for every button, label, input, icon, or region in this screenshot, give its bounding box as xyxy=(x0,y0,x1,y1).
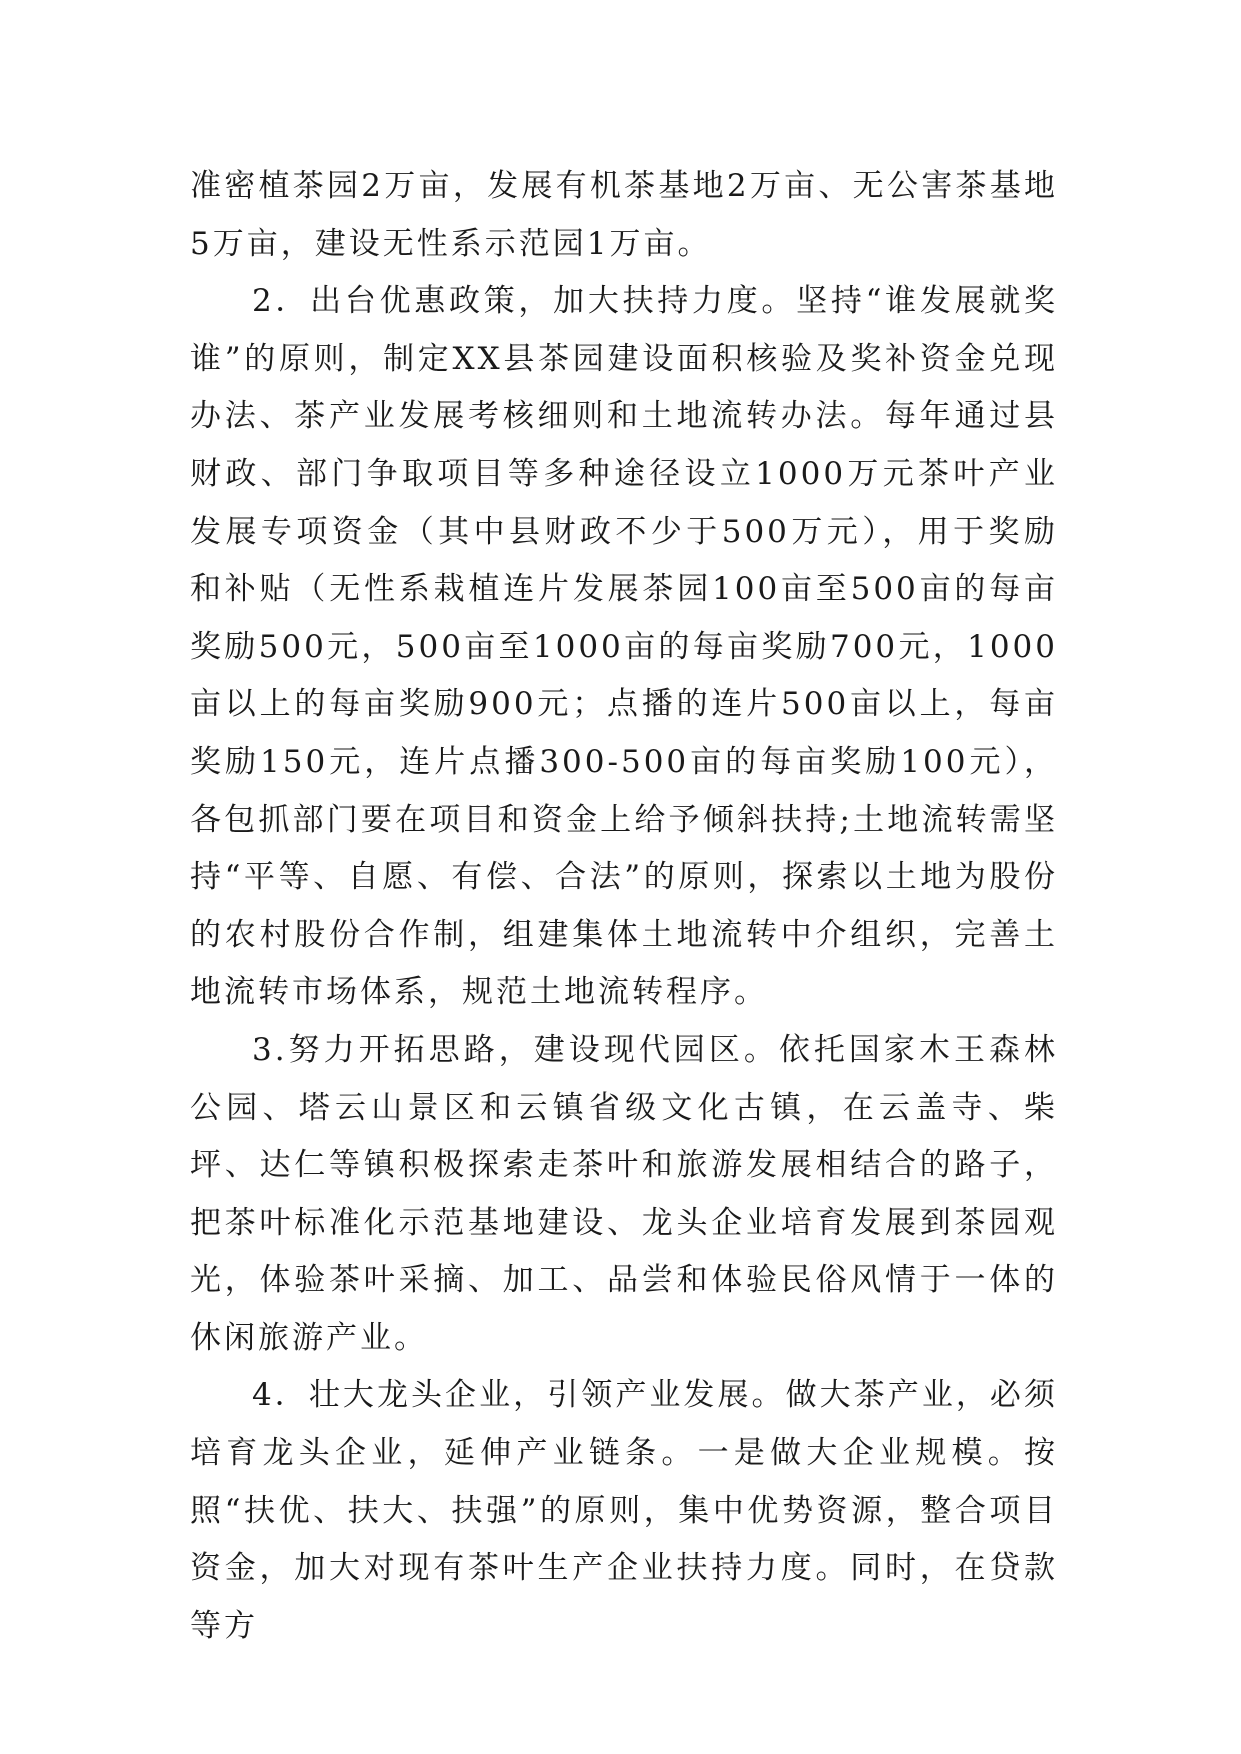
paragraph-modern-park: 3.努力开拓思路，建设现代园区。依托国家木王森林公园、塔云山景区和云镇省级文化古镇，在云盖寺、柴坪、达仁等镇积极探索走茶叶和旅游发展相结合的路子，把茶叶标准化示范基地建设、龙头企业培育发展到茶园观光，体验茶叶采摘、加工、品尝和体验民俗风情于一体的休闲旅游产业。 xyxy=(190,1031,1058,1356)
paragraph-leading-enterprise: 4．壮大龙头企业，引领产业发展。做大茶产业，必须培育龙头企业，延伸产业链条。一是做大企业规模。按照“扶优、扶大、扶强”的原则，集中优势资源，整合项目资金，加大对现有茶叶生产企业扶持力度。同时，在贷款等方 xyxy=(190,1377,1058,1644)
paragraph-policy-support: 2．出台优惠政策，加大扶持力度。坚持“谁发展就奖谁”的原则，制定XX县茶园建设面积核验及奖补资金兑现办法、茶产业发展考核细则和土地流转办法。每年通过县财政、部门争取项目等多种途径设立1000万元茶叶产业发展专项资金（其中县财政不少于500万元），用于奖励和补贴（无性系栽植连片发展茶园100亩至500亩的每亩奖励500元，500亩至1000亩的每亩奖励700元，1000亩以上的每亩奖励900元；点播的连片500亩以上，每亩奖励150元，连片点播300-500亩的每亩奖励100元），各包抓部门要在项目和资金上给予倾斜扶持;土地流转需坚持“平等、自愿、有偿、合法”的原则，探索以土地为股份的农村股份合作制，组建集体土地流转中介组织，完善土地流转市场体系，规范土地流转程序。 xyxy=(190,283,1058,1011)
document-body xyxy=(190,158,1058,1655)
paragraph-continuation: 准密植茶园2万亩，发展有机茶基地2万亩、无公害茶基地5万亩，建设无性系示范园1万亩。 xyxy=(190,168,1058,262)
